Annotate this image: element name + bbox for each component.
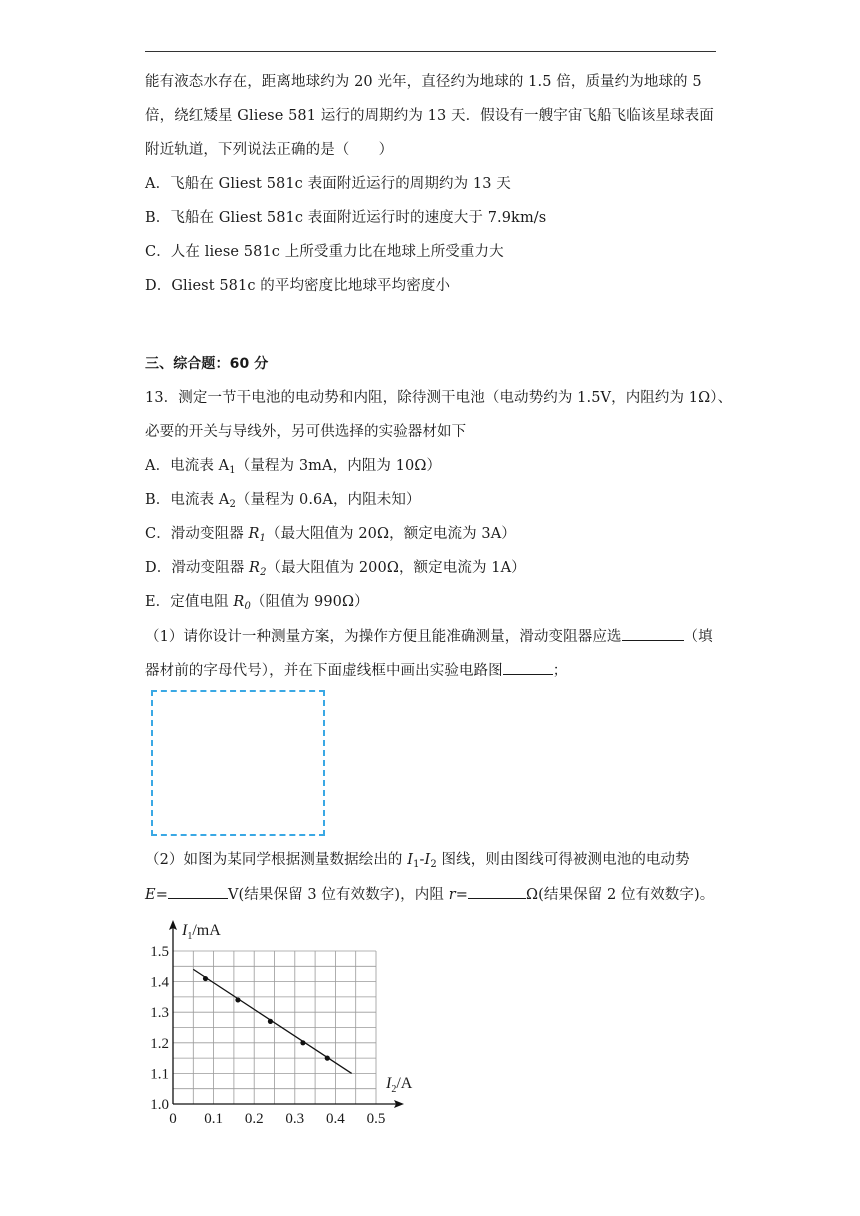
y-tick-label: 1.4 [150,974,169,991]
section-title: 三、综合题：60 分 [145,356,269,372]
circuit-drawing-box[interactable] [151,690,325,836]
y-tick-label: 1.0 [150,1097,169,1113]
x-tick-label: 0.1 [204,1111,223,1127]
y-tick-label: 1.3 [150,1005,169,1022]
q12-line-3: 附近轨道，下列说法正确的是（ ） [145,142,394,158]
q12-line-2: 倍，绕红矮星 Gliese 581 运行的周期约为 13 天．假设有一艘宇宙飞船飞临该星球表面 [145,108,714,124]
chart-tick-labels [150,944,385,1127]
chart-grid [173,951,376,1104]
x-tick-label: 0.3 [285,1111,305,1127]
q13-item-c: C．滑动变阻器 $R_1$（最大阻值为 20Ω，额定电流为 3A） [145,526,516,544]
y-tick-label: 1.5 [150,944,169,960]
data-point [268,1019,273,1024]
data-point [300,1040,305,1045]
answer-blank-resistance[interactable] [468,884,526,899]
q13-item-b: B．电流表 $A_2$（量程为 0.6A，内阻未知） [145,492,421,510]
y-tick-label: 1.2 [150,1035,169,1052]
data-point [325,1056,330,1061]
chart-axes [169,920,404,1108]
q13-item-a: A．电流表 $A_1$（量程为 3mA，内阻为 10Ω） [145,458,442,476]
answer-blank-emf[interactable] [168,884,228,899]
y-tick-label: 1.1 [150,1066,169,1083]
i1-i2-graph [140,918,420,1128]
answer-blank-rheostat[interactable] [622,626,684,641]
q12-option-a: A．飞船在 Gliest 581c 表面附近运行的周期约为 13 天 [145,176,511,192]
q12-line-1: 能有液态水存在，距离地球约为 20 光年，直径约为地球的 1.5 倍，质量约为地球的 5 [145,74,702,90]
x-tick-label: 0.2 [244,1111,264,1127]
x-tick-label: 0.4 [326,1111,345,1127]
x-tick-label: 0 [169,1111,177,1127]
q13-item-e: E．定值电阻 $R_0$（阻值为 990Ω） [145,594,369,612]
data-point [203,976,208,981]
q13-item-d: D．滑动变阻器 $R_2$（最大阻值为 200Ω，额定电流为 1A） [145,560,526,578]
x-axis-label: $I_2/A$ [386,1075,413,1095]
q13-line-2: 必要的开关与导线外，另可供选择的实验器材如下 [145,424,467,440]
q13-part1-line-1: （1）请你设计一种测量方案，为操作方便且能准确测量，滑动变阻器应选 （填 [145,626,713,647]
q12-option-b: B．飞船在 Gliest 581c 表面附近运行时的速度大于 7.9km/s [145,210,547,226]
q12-option-c: C．人在 liese 581c 上所受重力比在地球上所受重力大 [145,244,504,260]
q13-line-1: 13．测定一节干电池的电动势和内阻，除待测干电池（电动势约为 1.5V，内阻约为 1Ω）、 [145,390,733,406]
y-axis-label: $I_1/mA$ [182,922,221,942]
q12-option-d: D．Gliest 581c 的平均密度比地球平均密度小 [145,278,451,294]
data-point [235,997,240,1002]
q13-part2-line-2: E= V(结果保留 3 位有效数字)，内阻 r= Ω(结果保留 2 位有效数字)。 [145,884,714,905]
q13-part2-line-1: （2）如图为某同学根据测量数据绘出的 $I_1-I_2$ 图线，则由图线可得被测电池的电动势 [145,852,690,870]
answer-blank-circuit[interactable] [503,660,553,675]
header-rule [145,51,716,52]
x-tick-label: 0.5 [366,1111,386,1127]
q13-part1-line-2: 器材前的字母代号），并在下面虚线框中画出实验电路图 ； [145,660,567,681]
